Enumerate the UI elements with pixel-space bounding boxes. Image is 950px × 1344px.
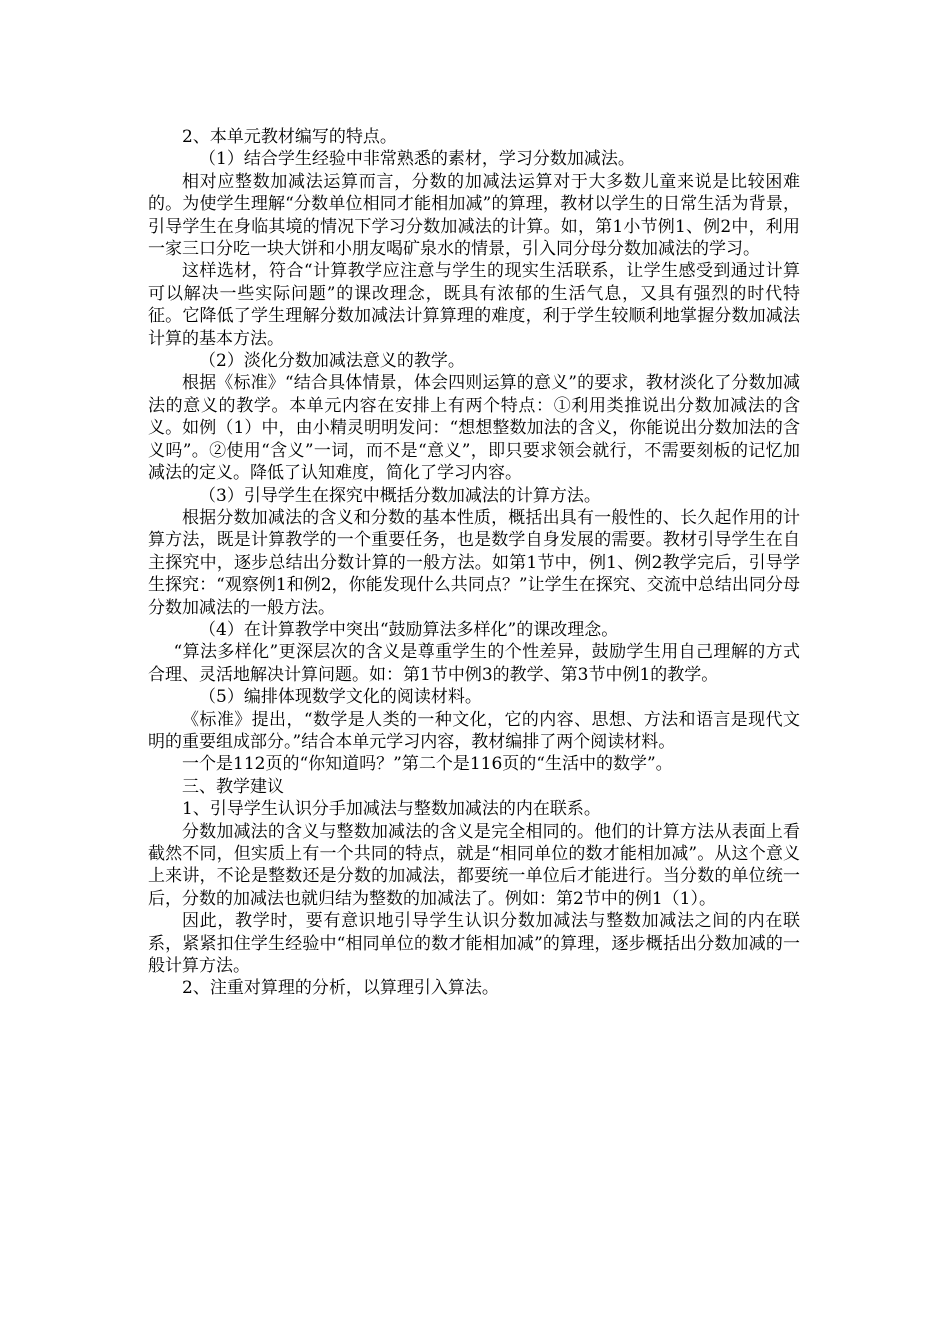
subheading-reading-materials: （5）编排体现数学文化的阅读材料。: [199, 687, 482, 708]
paragraph-general-method: 根据分数加减法的含义和分数的基本性质，概括出具有一般性的、长久起作用的计算方法，既是计算教学的一个重要任务，也是数学自身发展的需要。教材引导学生在自主探究中，逐步总结出分数计算的一般方法。如第1节中，例1、例2教学完后，引导学生探究：“观察例1和例2，你能发现什么共同点？”让学生在探究、交流中总结出同分母分数加减法的一般方法。: [148, 507, 800, 618]
paragraph-standard-requirements: 根据《标准》“结合具体情景，体会四则运算的意义”的要求，教材淡化了分数加减法的意义的教学。本单元内容在安排上有两个特点：①利用类推说出分数加减法的含义。如例（1）中，由小精灵明明发问：“想想整数加法的含义，你能说出分数加法的含义吗”。②使用“含义”一词，而不是“意义”，即只要求领会就行，不需要刻板的记忆加减法的定义。降低了认知难度，简化了学习内容。: [148, 373, 800, 484]
suggestion-heading-2: 2、注重对算理的分析，以算理引入算法。: [182, 978, 499, 999]
suggestion-heading-1: 1、引导学生认识分手加减法与整数加减法的内在联系。: [182, 799, 601, 820]
section-heading-textbook-features: 2、本单元教材编写的特点。: [182, 127, 397, 147]
subheading-exploration-method: （3）引导学生在探究中概括分数加减法的计算方法。: [199, 485, 601, 506]
document-page: [148, 126, 800, 1000]
paragraph-algorithm-diversity: “算法多样化”更深层次的含义是尊重学生的个性差异，鼓励学生用自己理解的方式合理、灵活地解决计算问题。如：第1节中例3的教学、第3节中例1的教学。: [148, 642, 800, 685]
subheading-diverse-algorithms: （4）在计算教学中突出“鼓励算法多样化”的课改理念。: [199, 619, 619, 640]
paragraph-difficulty: 相对应整数加减法运算而言，分数的加减法运算对于大多数儿童来说是比较困难的。为使学生理解“分数单位相同才能相加减”的算理，教材以学生的日常生活为背景，引导学生在身临其境的情况下学习分数加减法的计算。如，第1小节例1、例2中，利用一家三口分吃一块大饼和小朋友喝矿泉水的情景，引入同分母分数加减法的学习。: [148, 171, 800, 260]
subheading-meaning-teaching: （2）淡化分数加减法意义的教学。: [199, 351, 465, 372]
paragraph-reading-pages: 一个是112页的“你知道吗？”第二个是116页的“生活中的数学”。: [182, 754, 673, 775]
paragraph-therefore: 因此，教学时，要有意识地引导学生认识分数加减法与整数加减法之间的内在联系，紧紧扣住学生经验中“相同单位的数才能相加减”的算理，逐步概括出分数加减的一般计算方法。: [148, 911, 800, 977]
paragraph-math-culture: 《标准》提出，“数学是人类的一种文化，它的内容、思想、方法和语言是现代文明的重要组成部分。”结合本单元学习内容，教材编排了两个阅读材料。: [148, 709, 800, 752]
subheading-familiar-materials: （1）结合学生经验中非常熟悉的素材，学习分数加减法。: [199, 149, 635, 170]
paragraph-same-meaning: 分数加减法的含义与整数加减法的含义是完全相同的。他们的计算方法从表面上看截然不同，但实质上有一个共同的特点，就是“相同单位的数才能相加减”。从这个意义上来讲，不论是整数还是分数的加减法，都要统一单位后才能进行。当分数的单位统一后，分数的加减法也就归结为整数的加减法了。例如：第2节中的例1（1）。: [148, 821, 800, 909]
section-heading-teaching-suggestions: 三、教学建议: [182, 776, 284, 797]
paragraph-material-selection: 这样选材，符合“计算教学应注意与学生的现实生活联系，让学生感受到通过计算可以解决一些实际问题”的课改理念，既具有浓郁的生活气息，又具有强烈的时代特征。它降低了学生理解分数加减法计算算理的难度，利于学生较顺利地掌握分数加减法计算的基本方法。: [148, 261, 800, 349]
